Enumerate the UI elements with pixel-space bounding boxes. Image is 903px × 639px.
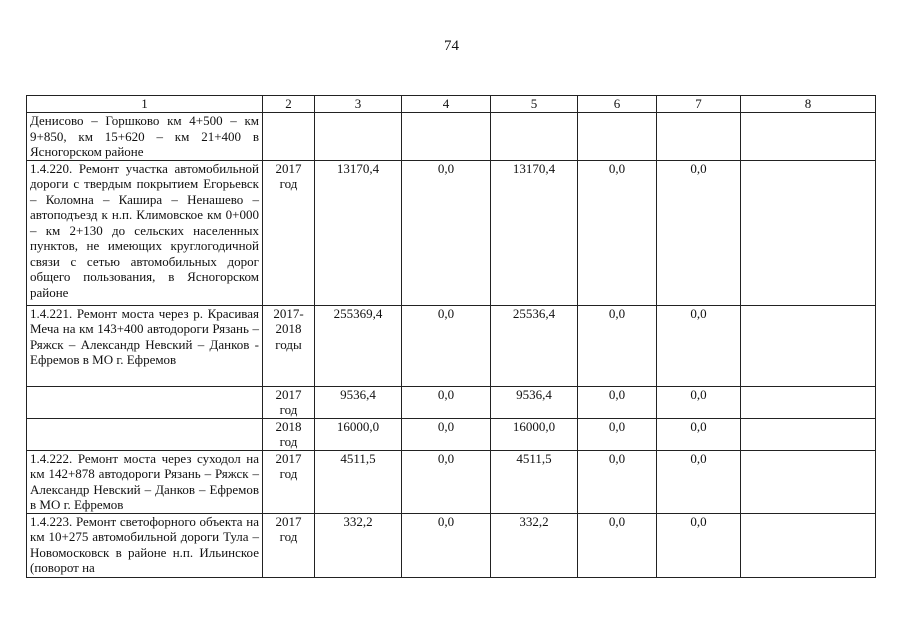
data-table	[26, 95, 876, 578]
table-row	[27, 305, 876, 386]
value-cell: 13170,4	[315, 160, 402, 305]
value-cell: 16000,0	[491, 418, 578, 450]
value-cell: 4511,5	[491, 450, 578, 513]
value-cell: 0,0	[657, 513, 741, 577]
value-cell: 4511,5	[315, 450, 402, 513]
year-cell: 2017 год	[263, 160, 315, 305]
value-cell	[741, 450, 876, 513]
value-cell	[741, 113, 876, 161]
value-cell: 0,0	[657, 450, 741, 513]
header-cell: 1	[27, 96, 263, 113]
year-cell: 2018 год	[263, 418, 315, 450]
table-container	[26, 95, 876, 578]
value-cell: 0,0	[578, 450, 657, 513]
value-cell	[578, 113, 657, 161]
year-cell: 2017 год	[263, 513, 315, 577]
description-cell: 1.4.223. Ремонт светофорного объекта на км 10+275 автомобильной дороги Тула – Новомосковск в районе н.п. Ильинское (поворот на	[27, 513, 263, 577]
value-cell: 0,0	[578, 160, 657, 305]
table-row	[27, 386, 876, 418]
table-row	[27, 113, 876, 161]
year-cell: 2017 год	[263, 386, 315, 418]
value-cell: 0,0	[402, 386, 491, 418]
header-cell: 5	[491, 96, 578, 113]
description-cell: Денисово – Горшково км 4+500 – км 9+850, км 15+620 – км 21+400 в Ясногорском районе	[27, 113, 263, 161]
value-cell: 0,0	[578, 513, 657, 577]
value-cell: 332,2	[315, 513, 402, 577]
value-cell: 332,2	[491, 513, 578, 577]
header-cell: 4	[402, 96, 491, 113]
value-cell: 255369,4	[315, 305, 402, 386]
table-row	[27, 513, 876, 577]
value-cell: 0,0	[402, 418, 491, 450]
description-cell: 1.4.220. Ремонт участка автомобильной дороги с твердым покрытием Егорьевск – Коломна – Кашира – Ненашево – автоподъезд к н.п. Климовское км 0+000 – км 2+130 до сельских населенных пунктов, не имеющих круглогодичной связи с сетью автомобильных дорог общего пользования, в Ясногорском районе	[27, 160, 263, 305]
value-cell: 25536,4	[491, 305, 578, 386]
table-row	[27, 418, 876, 450]
description-cell: 1.4.221. Ремонт моста через р. Красивая Меча на км 143+400 автодороги Рязань – Ряжск – Александр Невский – Данков - Ефремов в МО г. Ефремов	[27, 305, 263, 386]
value-cell	[741, 305, 876, 386]
table-row	[27, 160, 876, 305]
value-cell: 0,0	[657, 160, 741, 305]
value-cell	[402, 113, 491, 161]
header-cell: 3	[315, 96, 402, 113]
value-cell: 16000,0	[315, 418, 402, 450]
value-cell: 9536,4	[315, 386, 402, 418]
header-cell: 2	[263, 96, 315, 113]
value-cell: 9536,4	[491, 386, 578, 418]
header-cell: 7	[657, 96, 741, 113]
value-cell	[491, 113, 578, 161]
header-cell: 6	[578, 96, 657, 113]
value-cell	[315, 113, 402, 161]
value-cell: 0,0	[578, 418, 657, 450]
value-cell	[741, 418, 876, 450]
value-cell: 0,0	[657, 305, 741, 386]
value-cell: 0,0	[402, 513, 491, 577]
description-cell: 1.4.222. Ремонт моста через суходол на км 142+878 автодороги Рязань – Ряжск – Александр Невский – Данков – Ефремов в МО г. Ефремов	[27, 450, 263, 513]
year-cell: 2017 год	[263, 450, 315, 513]
table-header-row	[27, 96, 876, 113]
header-cell: 8	[741, 96, 876, 113]
value-cell: 0,0	[657, 418, 741, 450]
year-cell: 2017-2018 годы	[263, 305, 315, 386]
value-cell	[657, 113, 741, 161]
year-cell	[263, 113, 315, 161]
description-cell	[27, 418, 263, 450]
value-cell	[741, 513, 876, 577]
page-number: 74	[444, 38, 459, 54]
table-row	[27, 450, 876, 513]
value-cell	[741, 160, 876, 305]
value-cell: 0,0	[402, 450, 491, 513]
value-cell: 0,0	[578, 305, 657, 386]
description-cell	[27, 386, 263, 418]
value-cell	[741, 386, 876, 418]
value-cell: 0,0	[402, 160, 491, 305]
value-cell: 0,0	[578, 386, 657, 418]
value-cell: 0,0	[402, 305, 491, 386]
value-cell: 13170,4	[491, 160, 578, 305]
value-cell: 0,0	[657, 386, 741, 418]
